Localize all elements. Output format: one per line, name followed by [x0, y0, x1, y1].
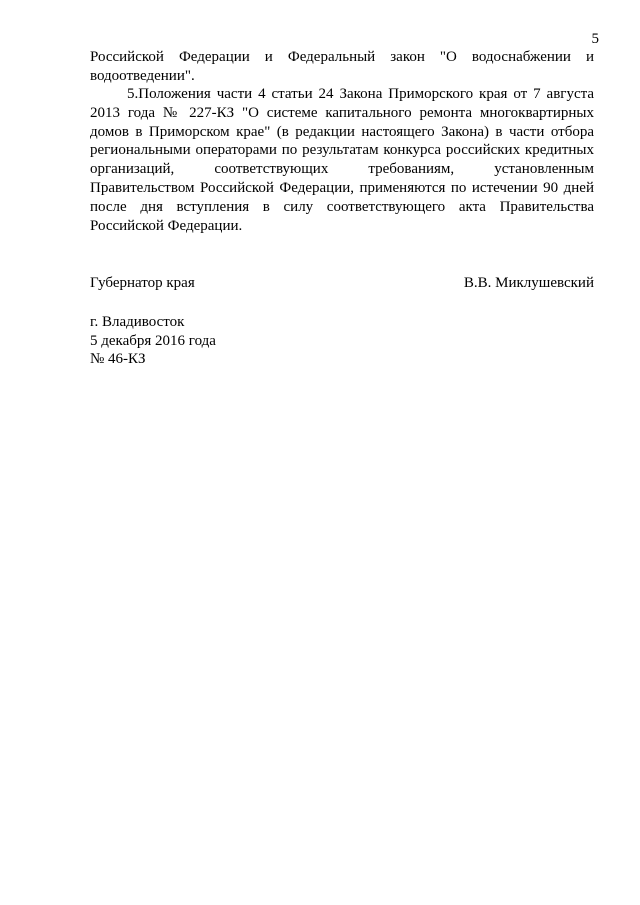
- signatory-name: В.В. Миклушевский: [463, 275, 594, 291]
- paragraph-line: домов в Приморском крае" (в редакции настоящего Закона) в части отбора: [90, 123, 594, 140]
- signatory-position: Губернатор края: [90, 275, 195, 291]
- paragraph-line: региональными операторами по результатам конкурса российских кредитных: [90, 142, 594, 159]
- continued-paragraph: [90, 48, 594, 86]
- paragraph-line: 2013 года № 227-КЗ "О системе капитального ремонта многоквартирных: [90, 104, 594, 121]
- place-date-block: [90, 313, 216, 369]
- paragraph-line: Правительством Российской Федерации, применяются по истечении 90 дней: [90, 179, 594, 196]
- paragraph-line: организаций, соответствующих требованиям, установленным: [90, 161, 594, 178]
- paragraph-line: Российской Федерации.: [90, 217, 243, 234]
- paragraph-line: 5.Положения части 4 статьи 24 Закона Приморского края от 7 августа: [127, 86, 594, 102]
- signature-block: [90, 274, 594, 292]
- adoption-date: 5 декабря 2016 года: [90, 332, 216, 349]
- law-number: № 46-КЗ: [90, 351, 146, 367]
- page-number: 5: [591, 31, 599, 47]
- paragraph-line: после дня вступления в силу соответствующего акта Правительства: [90, 198, 594, 215]
- city: г. Владивосток: [90, 314, 185, 330]
- paragraph-line: водоотведении".: [90, 67, 195, 84]
- paragraph-5: [90, 85, 594, 235]
- paragraph-line: Российской Федерации и Федеральный закон "О водоснабжении и: [90, 49, 594, 65]
